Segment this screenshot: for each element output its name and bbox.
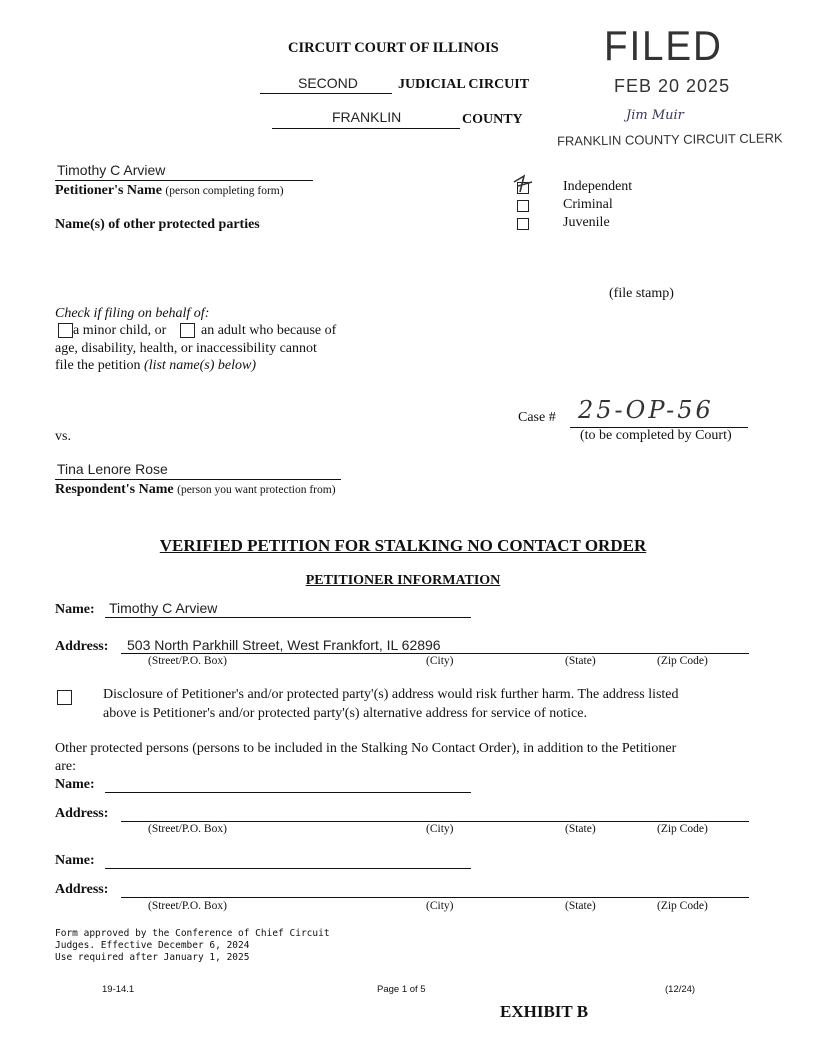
footer-approval-2: Judges. Effective December 6, 2024 <box>55 940 250 951</box>
other-address-label-2: Address: <box>55 882 109 897</box>
juvenile-checkbox[interactable] <box>517 218 529 230</box>
circuit-line <box>260 93 392 94</box>
case-number-label: Case # <box>518 410 556 425</box>
footer-approval-3: Use required after January 1, 2025 <box>55 952 250 963</box>
footer-revision: (12/24) <box>665 984 696 995</box>
criminal-label: Criminal <box>563 197 613 212</box>
address-hint-city-3: (City) <box>426 900 454 912</box>
other-name-line-2[interactable] <box>105 868 471 869</box>
footer-form-number: 19-14.1 <box>102 984 135 995</box>
disclosure-checkbox[interactable] <box>57 690 72 705</box>
respondent-name-caption <box>55 482 336 498</box>
juvenile-label: Juvenile <box>563 215 610 230</box>
behalf-heading: Check if filing on behalf of: <box>55 306 210 321</box>
vs-label: vs. <box>55 429 71 444</box>
respondent-name-label: Respondent's Name <box>55 482 174 497</box>
clerk-name: FRANKLIN COUNTY CIRCUIT CLERK <box>556 130 783 149</box>
address-hint-street-2: (Street/P.O. Box) <box>148 823 227 835</box>
petitioner-info-name-value[interactable]: Timothy C Arview <box>109 600 218 616</box>
footer-approval-1: Form approved by the Conference of Chief Circuit <box>55 928 330 939</box>
address-hint-state-2: (State) <box>565 823 596 835</box>
independent-check-mark <box>510 172 538 196</box>
other-protected-intro-1: Other protected persons (persons to be included in the Stalking No Contact Order), in addition to the Petitioner <box>55 741 677 756</box>
case-number-value: 25-OP-56 <box>578 396 714 424</box>
petitioner-name-value: Timothy C Arview <box>57 162 166 178</box>
address-hint-state-1: (State) <box>565 655 596 667</box>
other-address-line-1[interactable] <box>121 821 749 822</box>
other-name-label-2: Name: <box>55 853 95 868</box>
petitioner-name-line <box>55 180 313 181</box>
other-address-label-1: Address: <box>55 806 109 821</box>
adult-label: an adult who because of <box>201 323 337 338</box>
petitioner-name-caption <box>55 183 284 199</box>
court-title: CIRCUIT COURT OF ILLINOIS <box>288 40 499 56</box>
circuit-value: SECOND <box>298 75 358 91</box>
document-title: VERIFIED PETITION FOR STALKING NO CONTACT ORDER <box>159 536 647 555</box>
petitioner-name-label: Petitioner's Name <box>55 183 162 198</box>
clerk-signature: Jim Muir <box>626 108 684 123</box>
minor-child-label: a minor child, or <box>73 323 167 338</box>
petitioner-info-name-label: Name: <box>55 602 95 617</box>
file-stamp-label: (file stamp) <box>609 286 674 301</box>
respondent-name-hint: (person you want protection from) <box>177 484 336 496</box>
filed-stamp-title: FILED <box>604 22 723 69</box>
criminal-checkbox[interactable] <box>517 200 529 212</box>
other-name-label-1: Name: <box>55 777 95 792</box>
footer-page-number: Page 1 of 5 <box>377 984 426 995</box>
petitioner-info-address-value[interactable]: 503 North Parkhill Street, West Frankfort, IL 62896 <box>127 637 441 653</box>
other-parties-label: Name(s) of other protected parties <box>55 217 260 232</box>
behalf-line2: age, disability, health, or inaccessibility cannot <box>55 341 317 356</box>
exhibit-label: EXHIBIT B <box>500 1002 589 1021</box>
address-hint-zip-1: (Zip Code) <box>657 655 708 667</box>
adult-checkbox[interactable] <box>180 323 195 338</box>
address-hint-city-1: (City) <box>426 655 454 667</box>
respondent-name-line <box>55 479 341 480</box>
address-hint-zip-3: (Zip Code) <box>657 900 708 912</box>
county-line <box>272 128 460 129</box>
behalf-line3-text: file the petition <box>55 358 145 373</box>
petitioner-info-address-label: Address: <box>55 639 109 654</box>
address-hint-zip-2: (Zip Code) <box>657 823 708 835</box>
address-hint-state-3: (State) <box>565 900 596 912</box>
disclosure-line2: above is Petitioner's and/or protected party'(s) alternative address for service of notice. <box>103 706 587 721</box>
behalf-line3-italic: (list name(s) below) <box>144 358 257 373</box>
other-address-line-2[interactable] <box>121 897 749 898</box>
petitioner-name-hint: (person completing form) <box>165 185 284 197</box>
address-hint-city-2: (City) <box>426 823 454 835</box>
case-number-hint: (to be completed by Court) <box>580 428 732 443</box>
filed-stamp-date: FEB 20 2025 <box>614 76 731 96</box>
county-label: COUNTY <box>462 112 523 127</box>
respondent-name-value: Tina Lenore Rose <box>57 461 168 477</box>
petitioner-info-name-line <box>105 617 471 618</box>
minor-child-checkbox[interactable] <box>58 323 73 338</box>
disclosure-line1: Disclosure of Petitioner's and/or protected party'(s) address would risk further harm. The address listed <box>103 687 679 702</box>
address-hint-street-1: (Street/P.O. Box) <box>148 655 227 667</box>
section-title: PETITIONER INFORMATION <box>305 573 501 588</box>
other-name-line-1[interactable] <box>105 792 471 793</box>
other-protected-intro-2: are: <box>55 759 76 774</box>
petitioner-info-address-line <box>121 653 749 654</box>
county-value: FRANKLIN <box>332 109 402 125</box>
circuit-label: JUDICIAL CIRCUIT <box>398 77 530 92</box>
behalf-line3 <box>55 358 256 374</box>
address-hint-street-3: (Street/P.O. Box) <box>148 900 227 912</box>
independent-label: Independent <box>563 179 633 194</box>
